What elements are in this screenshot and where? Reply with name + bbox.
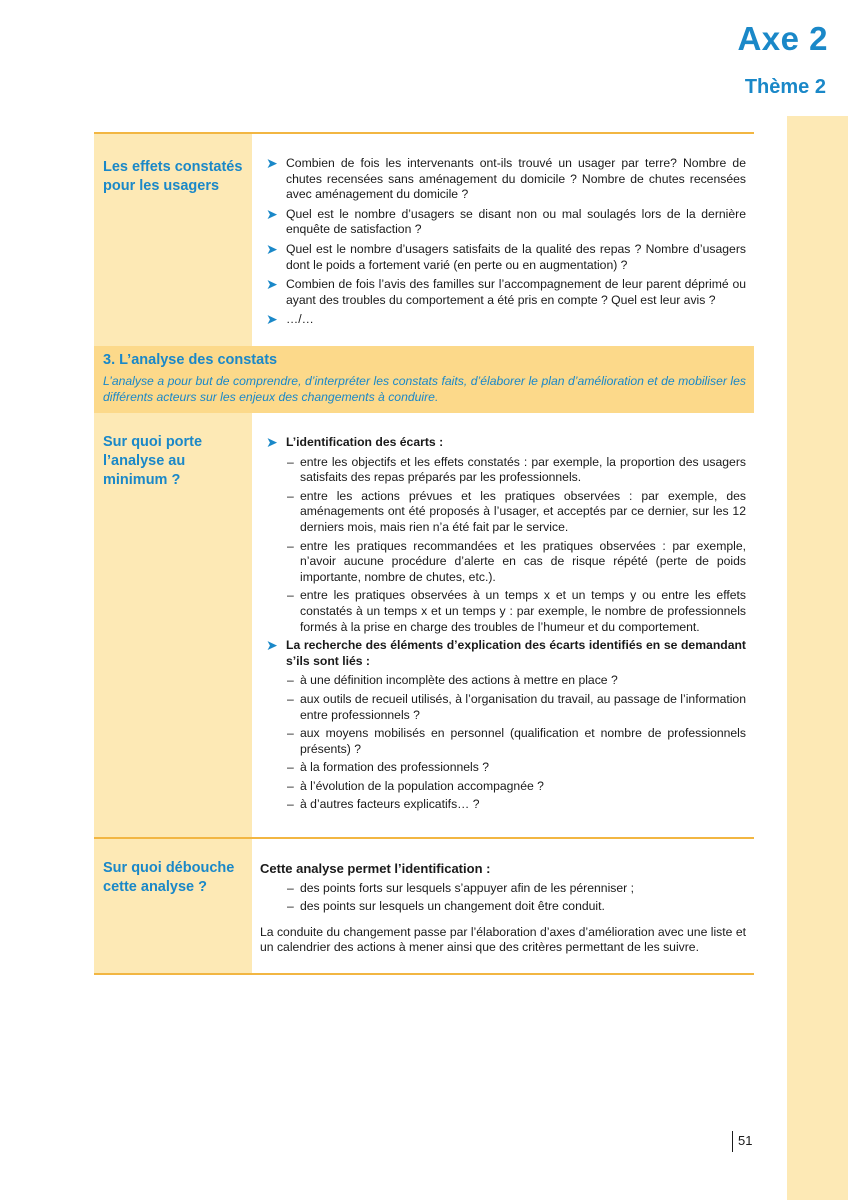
content-table	[94, 132, 754, 975]
outcome-content	[252, 839, 754, 973]
outcome-section	[94, 839, 754, 973]
band-title: 3. L’analyse des constats	[103, 352, 278, 368]
analysis-left-title: Sur quoi porte l’analyse au minimum ?	[94, 413, 252, 837]
outcome-paragraph: La conduite du changement passe par l’élaboration d’axes d’amélioration avec une liste et un calendrier des actions à mener ainsi que des critères permettant de les suivre.	[260, 924, 746, 955]
analysis-section	[94, 413, 754, 837]
list-item: – des points sur lesquels un changement doit être conduit.	[287, 899, 605, 914]
arrow-icon: ➤	[266, 240, 278, 257]
arrow-icon: ➤	[266, 434, 278, 450]
effects-section	[94, 134, 754, 346]
list-item: – entre les objectifs et les effets constatés : par exemple, la proportion des usagers satisfaits des repas préparés par les professionnels.	[287, 454, 746, 485]
list-item: – à l’évolution de la population accompagnée ?	[287, 778, 544, 793]
list-item: – entre les pratiques recommandées et les pratiques observées : par exemple, n’avoir aucune procédure d’alerte en cas de risque répété (perte de poids importante, nombre de chutes, etc.).	[287, 538, 746, 584]
list-item: ➤ Quel est le nombre d’usagers satisfaits de la qualité des repas ? Nombre d’usagers dont le poids a fortement varié (en perte ou en augmentation) ?	[266, 240, 746, 272]
page-number-divider	[732, 1131, 733, 1152]
list-item: – à une définition incomplète des actions à mettre en place ?	[287, 673, 618, 688]
list-item: ➤ Combien de fois l’avis des familles sur l’accompagnement de leur parent déprimé ou ayant des troubles du comportement a été pris en compte ? Quel est leur avis ?	[266, 276, 746, 307]
list-item: – aux outils de recueil utilisés, à l’organisation du travail, au passage de l’information entre professionnels ?	[287, 691, 746, 722]
list-item: – entre les actions prévues et les pratiques observées : par exemple, des aménagements ont été proposés à l’usager, et acceptés par ce dernier, sur les 12 derniers mois, mais rien n’a été fait par le service.	[287, 488, 746, 534]
theme-title: Thème 2	[744, 76, 826, 98]
arrow-icon: ➤	[266, 637, 278, 654]
arrow-icon: ➤	[266, 276, 278, 293]
block-heading: ➤ L’identification des écarts :	[266, 434, 444, 450]
axe-title: Axe 2	[737, 20, 828, 57]
arrow-icon: ➤	[266, 155, 278, 171]
page-number: 51	[738, 1133, 753, 1148]
arrow-icon: ➤	[266, 311, 278, 328]
band-text: L’analyse a pour but de comprendre, d’interpréter les constats faits, d’élaborer le plan d’amélioration et de mobiliser les différents acteurs sur les enjeux des changements à conduire.	[103, 374, 746, 404]
analysis-band	[94, 346, 754, 413]
list-item: – entre les pratiques observées à un temps x et un temps y ou entre les effets constatés à un temps x et un temps y : par exemple, le nombre de professionnels formés à la prise en charge des troubles de l’humeur et du comportement.	[287, 588, 746, 634]
outcome-left-title: Sur quoi débouche cette analyse ?	[94, 839, 252, 973]
bottom-rule	[94, 973, 754, 975]
effects-left-title: Les effets constatés pour les usagers	[94, 134, 252, 346]
effects-list	[252, 134, 754, 346]
list-item: ➤ …/…	[266, 311, 314, 328]
list-item: ➤ Quel est le nombre d’usagers se disant non ou mal soulagés lors de la dernière enquête de satisfaction ?	[266, 205, 746, 237]
outcome-heading: Cette analyse permet l’identification :	[260, 861, 491, 876]
list-item: – à la formation des professionnels ?	[287, 760, 490, 775]
arrow-icon: ➤	[266, 205, 278, 222]
side-color-band	[787, 116, 848, 1200]
analysis-content	[252, 413, 754, 837]
block-heading: ➤ La recherche des éléments d’explication des écarts identifiés en se demandant s’ils sont liés :	[266, 637, 746, 668]
list-item: – aux moyens mobilisés en personnel (qualification et nombre de professionnels présents) ?	[287, 726, 746, 756]
list-item: – à d’autres facteurs explicatifs… ?	[287, 797, 480, 812]
list-item: ➤ Combien de fois les intervenants ont-ils trouvé un usager par terre? Nombre de chutes recensées sans aménagement du domicile ? Nombre de chutes recensées avec aménagement du domicile ?	[266, 155, 746, 202]
list-item: – des points forts sur lesquels s’appuyer afin de les pérenniser ;	[287, 880, 634, 895]
